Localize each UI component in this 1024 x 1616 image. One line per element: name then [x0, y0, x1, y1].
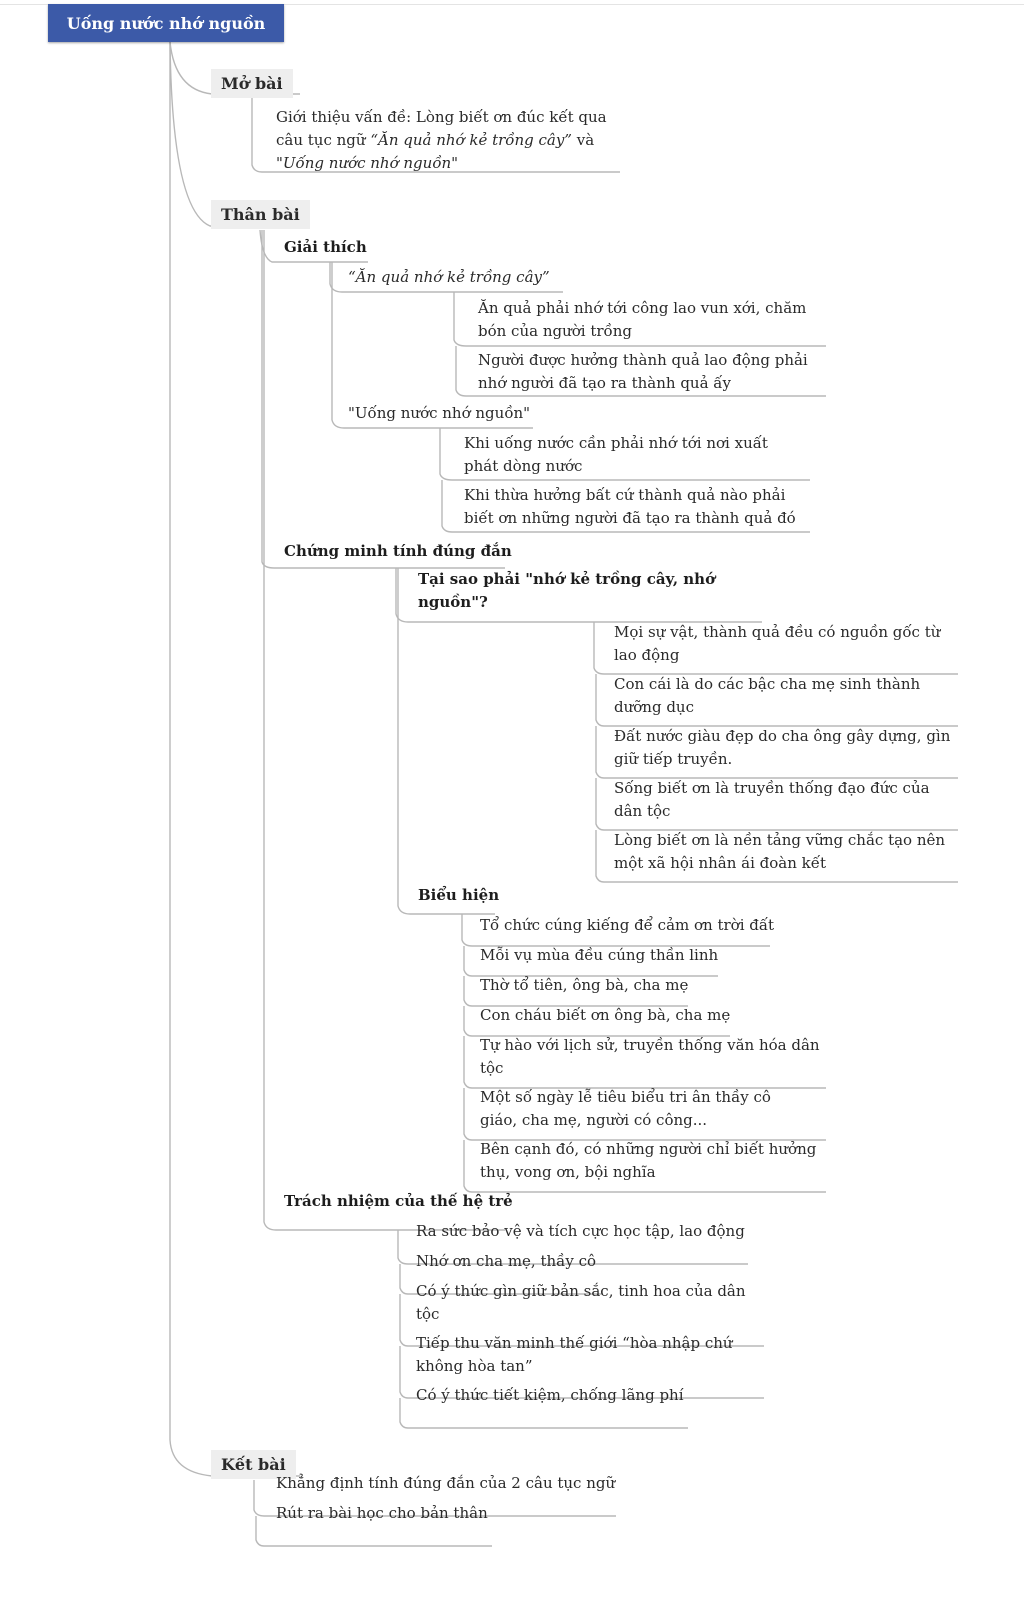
trach-nhiem-item: Ra sức bảo vệ và tích cực học tập, lao động	[416, 1222, 745, 1240]
trach-nhiem-item: Có ý thức gìn giữ bản sắc, tinh hoa của dân tộc	[416, 1282, 746, 1323]
trach-nhiem-item: Tiếp thu văn minh thế giới “hòa nhập chứ không hòa tan”	[416, 1334, 733, 1375]
bieu-hien-item: Tổ chức cúng kiếng để cảm ơn trời đất	[480, 916, 775, 934]
root-node: Uống nước nhớ nguồn	[48, 4, 284, 42]
connector-thanbai-trachnhiem	[264, 230, 505, 1230]
tai-sao-item: Con cái là do các bậc cha mẹ sinh thành dưỡng dục	[614, 675, 921, 716]
mo-bai-intro-text: Giới thiệu vấn đề: Lòng biết ơn đúc kết qua câu tục ngữ	[276, 108, 607, 149]
an-qua-item: Người được hưởng thành quả lao động phải nhớ người đã tạo ra thành quả ấy	[478, 351, 808, 392]
chung-minh-heading: Chứng minh tính đúng đắn	[284, 542, 512, 560]
tai-sao-item: Lòng biết ơn là nền tảng vững chắc tạo nên một xã hội nhân ái đoàn kết	[614, 831, 946, 872]
ket-bai-item: Rút ra bài học cho bản thân	[276, 1504, 488, 1522]
mo-bai-heading: Mở bài	[211, 69, 293, 98]
tai-sao-item: Sống biết ơn là truyền thống đạo đức của dân tộc	[614, 779, 930, 820]
connector-chungminh-bieuhien	[398, 568, 495, 914]
bieu-hien-item: Mỗi vụ mùa đều cúng thần linh	[480, 946, 719, 964]
mo-bai-conj: và	[571, 131, 595, 149]
trach-nhiem-item: Nhớ ơn cha mẹ, thầy cô	[416, 1252, 597, 1270]
ket-bai-heading: Kết bài	[211, 1450, 296, 1479]
mo-bai-intro	[276, 106, 616, 175]
bieu-hien-item: Thờ tổ tiên, ông bà, cha mẹ	[480, 976, 689, 994]
bieu-hien-item: Tự hào với lịch sử, truyền thống văn hóa dân tộc	[480, 1036, 820, 1077]
trach-nhiem-item: Có ý thức tiết kiệm, chống lãng phí	[416, 1386, 684, 1404]
ket-bai-item: Khẳng định tính đúng đắn của 2 câu tục ngữ	[276, 1474, 616, 1492]
trach-nhiem-heading: Trách nhiệm của thế hệ trẻ	[284, 1192, 513, 1210]
uong-nuoc-item: Khi uống nước cần phải nhớ tới nơi xuất phát dòng nước	[464, 434, 768, 475]
an-qua-item: Ăn quả phải nhớ tới công lao vun xới, chăm bón của người trồng	[478, 299, 807, 340]
uong-nuoc-item: Khi thừa hưởng bất cứ thành quả nào phải biết ơn những người đã tạo ra thành quả đó	[464, 486, 796, 527]
than-bai-heading: Thân bài	[211, 200, 310, 229]
tai-sao-item: Đất nước giàu đẹp do cha ông gây dựng, gìn giữ tiếp truyền.	[614, 727, 951, 768]
tai-sao-item: Mọi sự vật, thành quả đều có nguồn gốc từ lao động	[614, 623, 941, 664]
an-qua-heading: “Ăn quả nhớ kẻ trồng cây”	[348, 268, 550, 286]
bieu-hien-item: Bên cạnh đó, có những người chỉ biết hưởng thụ, vong ơn, bội nghĩa	[480, 1140, 817, 1181]
tai-sao-heading: Tại sao phải "nhớ kẻ trồng cây, nhớ nguồn"?	[418, 570, 716, 611]
connector-root-ketbai	[170, 42, 300, 1476]
mo-bai-quote2: "Uống nước nhớ nguồn"	[276, 154, 459, 172]
bieu-hien-item: Một số ngày lễ tiêu biểu tri ân thầy cô giáo, cha mẹ, người có công...	[480, 1088, 771, 1129]
uong-nuoc-heading: "Uống nước nhớ nguồn"	[348, 404, 531, 422]
bieu-hien-heading: Biểu hiện	[418, 886, 500, 904]
giai-thich-heading: Giải thích	[284, 238, 367, 256]
bieu-hien-item: Con cháu biết ơn ông bà, cha mẹ	[480, 1006, 731, 1024]
mo-bai-quote1: “Ăn quả nhớ kẻ trồng cây”	[370, 131, 572, 149]
